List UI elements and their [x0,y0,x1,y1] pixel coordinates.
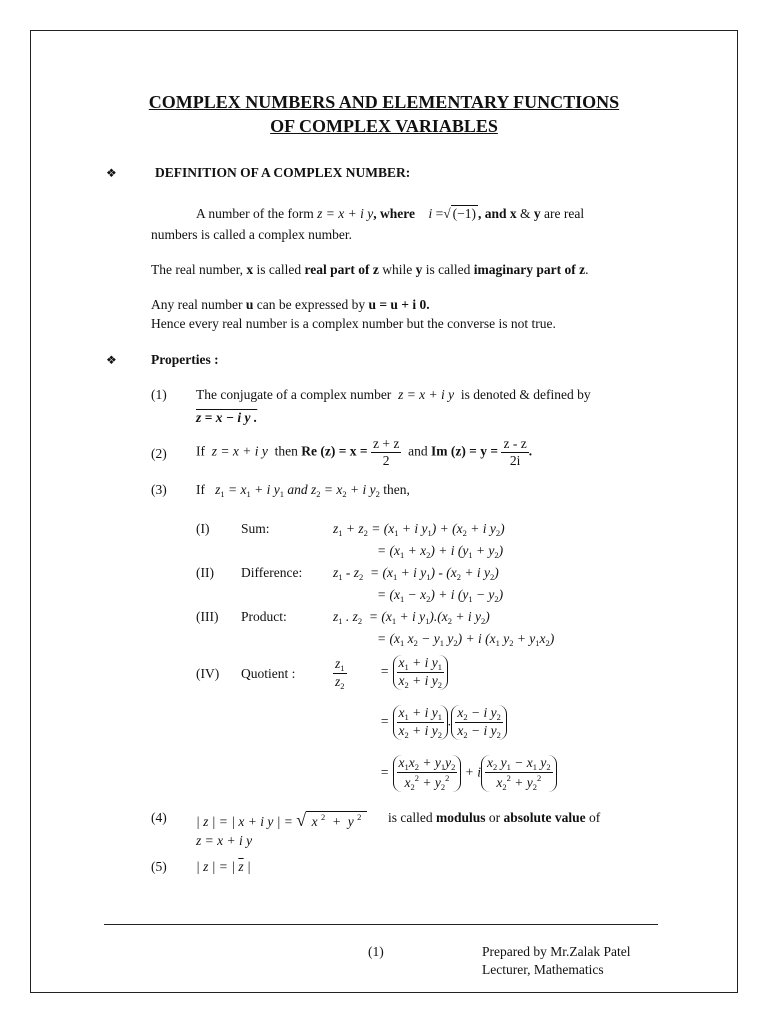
difference-result: = $(x_1 - x_2) + i$ $(y_1 - y_2)$ [377,587,504,604]
difference-formula: $z_1 - z_2 = (x_1 + i$ $y_1) - (x_2 + i$ $y_2$) [333,565,499,582]
property-1-conjugate-formula: z = x − i y . [196,410,258,425]
property-2-text: If z = x + i y then Re (z) = x = $\frac{z + z}{2}$ and Im (z) = y = $\frac{z - z}{2i}$ . [196,436,533,468]
quotient-lhs: $\frac{z_1}{z_2}$ [335,656,345,691]
op-name: Difference: [241,565,303,580]
op-name: Sum: [241,521,270,536]
definition-heading: DEFINITION OF A COMPLEX NUMBER: [155,165,411,180]
bullet-icon: ❖ [106,353,117,367]
footer-divider [104,924,658,925]
op-name: Product: [241,609,287,624]
definition-paragraph-4: Hence every real number is a complex number but the converse is not true. [151,316,556,331]
property-3-text: If $z_1 = x_1 + i$ $y_1$ and $z_2 = x_2 + i$ $y_2$ then, [196,482,410,499]
product-result: = ($x_1$ $x_2 - y_1$ $y_2) + i$ ($x_1$ $y_2 + y_1x_2$) [377,631,555,648]
property-number: (5) [151,859,167,874]
definition-paragraph-2: The real number, x is called real part of z while y is called imaginary part of z. [151,262,589,277]
modulus-conjugate-formula: | z | = | $\overline{z}$ | [196,859,251,874]
definition-paragraph-1-line-2: numbers is called a complex number. [151,227,352,242]
property-number: (3) [151,482,167,497]
op-label: (II) [196,565,214,580]
property-4-text: is called modulus or absolute value of [388,810,601,825]
op-name: Quotient : [241,666,296,681]
footer-role: Lecturer, Mathematics [482,962,604,977]
op-label: (IV) [196,666,220,681]
page-title-line-2: OF COMPLEX VARIABLES [270,116,498,136]
footer-author: Prepared by Mr.Zalak Patel [482,944,631,959]
op-label: (III) [196,609,219,624]
property-1-text: The conjugate of a complex number z = x + i y is denoted & defined by [196,387,591,402]
page-number: (1) [368,944,384,959]
page-title-line-1: COMPLEX NUMBERS AND ELEMENTARY FUNCTIONS [148,92,620,112]
modulus-formula: | z | = | x + i y | = √ x $^2$ + y $^2$ [196,810,367,831]
property-number: (1) [151,387,167,402]
bullet-icon: ❖ [106,166,117,180]
definition-paragraph-1: A number of the form z = x + i y, where i =√ (−1) , and x & y are real [196,206,585,221]
quotient-step-3: = $\frac{x_1x_2 + y_1y_2}{x_2^2 + y_2^2}$ + i $\frac{x_2 y_1 - x_1 y_2}{x_2^2 + y_2^2}$ [380,755,557,792]
sum-formula: $z_1 + z_2 = (x_1 + i$ $y_1) + (x_2 + i$ $y_2$) [333,521,505,538]
property-4-line-2: z = x + i y [196,833,253,848]
quotient-step-2: = $\frac{x_1 + i y_1}{x_2 + i y_2}$ . $\frac{x_2 - i y_2}{x_2 - i y_2}$ [380,705,507,740]
definition-paragraph-3: Any real number u can be expressed by u = u + i 0. [151,297,430,312]
op-label: (I) [196,521,210,536]
properties-heading: Properties : [151,352,219,367]
quotient-step-1: = $\frac{x_1 + i y_1}{x_2 + i y_2}$ [380,655,448,690]
product-formula: $z_1$ . $z_2 = (x_1 + i$ $y_1).(x_2 + i$ $y_2$) [333,609,490,626]
property-number: (4) [151,810,167,825]
property-number: (2) [151,446,167,461]
sum-result: = $(x_1 + x_2) + i$ $(y_1 + y_2)$ [377,543,504,560]
